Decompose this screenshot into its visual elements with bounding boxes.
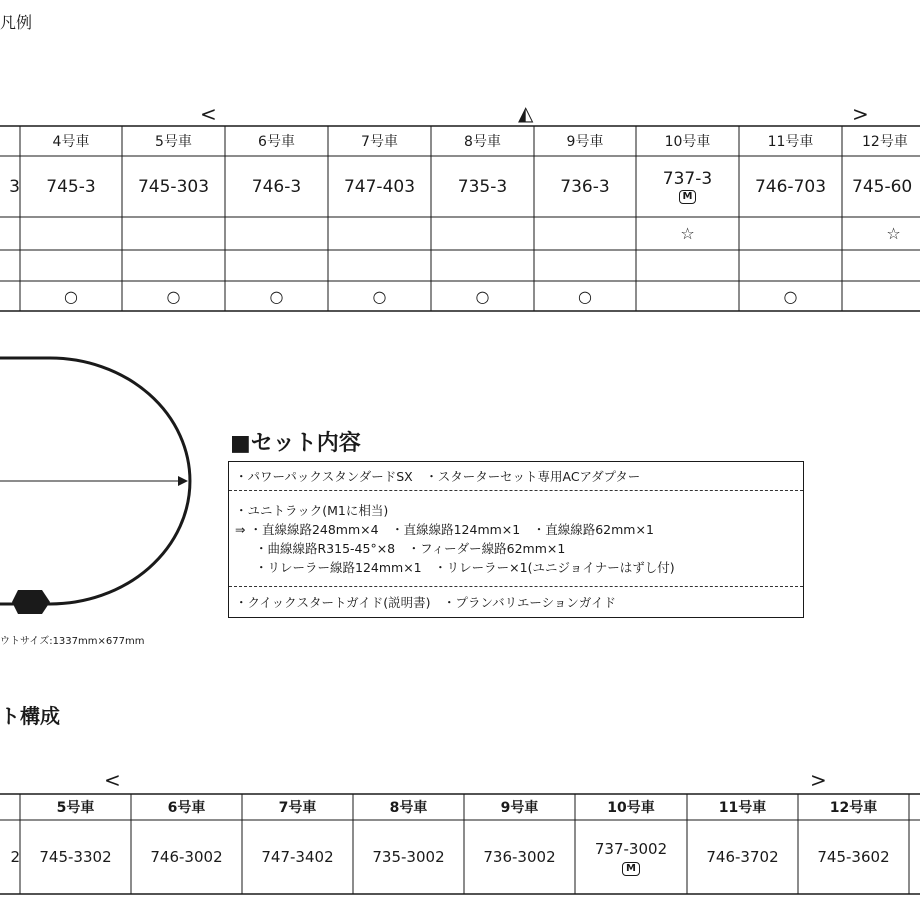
top-table-star-12: ☆ [886, 224, 901, 243]
top-table-header-9: 9号車 [566, 134, 604, 150]
top-table-star-10: ☆ [680, 224, 695, 243]
top-table-header-7: 7号車 [361, 134, 398, 150]
legend-label: 凡例 [0, 13, 33, 32]
bottom-table-number-5: 745-3302 [39, 848, 112, 866]
motor-badge-icon: M [679, 190, 697, 204]
top-table-number-6: 746-3 [251, 176, 302, 197]
top-table-header-8: 8号車 [464, 134, 501, 150]
bottom-table-number-7: 747-3402 [261, 848, 334, 866]
top-table-number-10 [636, 156, 739, 217]
bottom-arrow-left: < [104, 768, 121, 792]
top-table-header-11: 11号車 [767, 134, 814, 150]
bottom-table-header-5: 5号車 [56, 800, 95, 816]
top-table-header-10: 10号車 [664, 134, 711, 150]
set-contents-title: ■セット内容 [230, 431, 361, 456]
layout-size-caption: ウトサイズ:1337mm×677mm [0, 636, 145, 647]
track-layout-diagram [0, 340, 230, 630]
bottom-table-header-9: 9号車 [500, 800, 539, 816]
top-table-number-12: 745-60 [852, 176, 913, 197]
top-table-header-6: 6号車 [258, 134, 295, 150]
bottom-table-number-11: 746-3702 [706, 848, 779, 866]
bottom-arrow-right: > [810, 768, 827, 792]
bottom-table-header-7: 7号車 [278, 800, 317, 816]
bottom-table-number-8: 735-3002 [372, 848, 445, 866]
direction-arrow-left: < [200, 102, 217, 126]
bottom-table-header-10: 10号車 [607, 800, 655, 816]
top-table-circle-4: ○ [64, 286, 78, 306]
bottom-table-number-6: 746-3002 [150, 848, 223, 866]
top-table-number-5: 745-303 [137, 176, 210, 197]
bottom-table-number-12: 745-3602 [817, 848, 890, 866]
top-table-circle-8: ○ [475, 286, 490, 306]
top-table-circle-5: ○ [166, 286, 181, 306]
bottom-table-number-10-text: 737-3002 [594, 840, 668, 858]
top-table-circle-6: ○ [269, 286, 284, 306]
top-table-circle-9: ○ [578, 286, 592, 306]
top-table-number-10-text: 737-3 [662, 168, 713, 189]
set-contents-line-4: ・曲線線路R315-45°×8 ・フィーダー線路62mm×1 [255, 541, 566, 556]
top-table-number-11: 746-703 [754, 176, 827, 197]
bottom-table-header-11: 11号車 [718, 800, 767, 816]
bottom-table-number-9: 736-3002 [483, 848, 556, 866]
top-table-circle-11: ○ [783, 286, 798, 306]
bottom-table-number-10 [575, 820, 687, 894]
set-contents-box [228, 461, 804, 618]
top-table-header-4: 4号車 [52, 134, 90, 150]
set-contents-line-6: ・クイックスタートガイド(説明書) ・プランバリエーションガイド [235, 595, 617, 610]
top-table-number-4: 745-3 [46, 176, 96, 197]
top-table-number-7: 747-403 [343, 176, 416, 197]
bottom-table-header-6: 6号車 [167, 800, 206, 816]
top-table-number-0: 3 [9, 176, 20, 197]
top-table-number-8: 735-3 [457, 176, 508, 197]
set-contents-line-3: ⇒ ・直線線路248mm×4 ・直線線路124mm×1 ・直線線路62mm×1 [235, 522, 654, 537]
power-pack-icon [12, 590, 50, 614]
top-table-circle-7: ○ [372, 286, 387, 306]
bottom-section-title: ト構成 [0, 704, 60, 728]
top-table-header-5: 5号車 [155, 134, 192, 150]
top-table-header-12: 12号車 [862, 134, 908, 150]
direction-arrow-center: ◭ [518, 101, 534, 125]
set-contents-line-1: ・パワーパックスタンダードSX ・スターターセット専用ACアダプター [235, 469, 641, 484]
bottom-table-header-8: 8号車 [389, 800, 428, 816]
bottom-motor-badge-icon: M [622, 862, 640, 876]
set-contents-line-2: ・ユニトラック(M1に相当) [235, 503, 389, 518]
set-contents-line-5: ・リレーラー線路124mm×1 ・リレーラー×1(ユニジョイナーはずし付) [255, 560, 675, 575]
bottom-table-number-0: 2 [10, 848, 20, 866]
top-table-number-9: 736-3 [560, 176, 610, 197]
bottom-table-header-12: 12号車 [829, 800, 878, 816]
direction-arrow-right: > [852, 102, 869, 126]
